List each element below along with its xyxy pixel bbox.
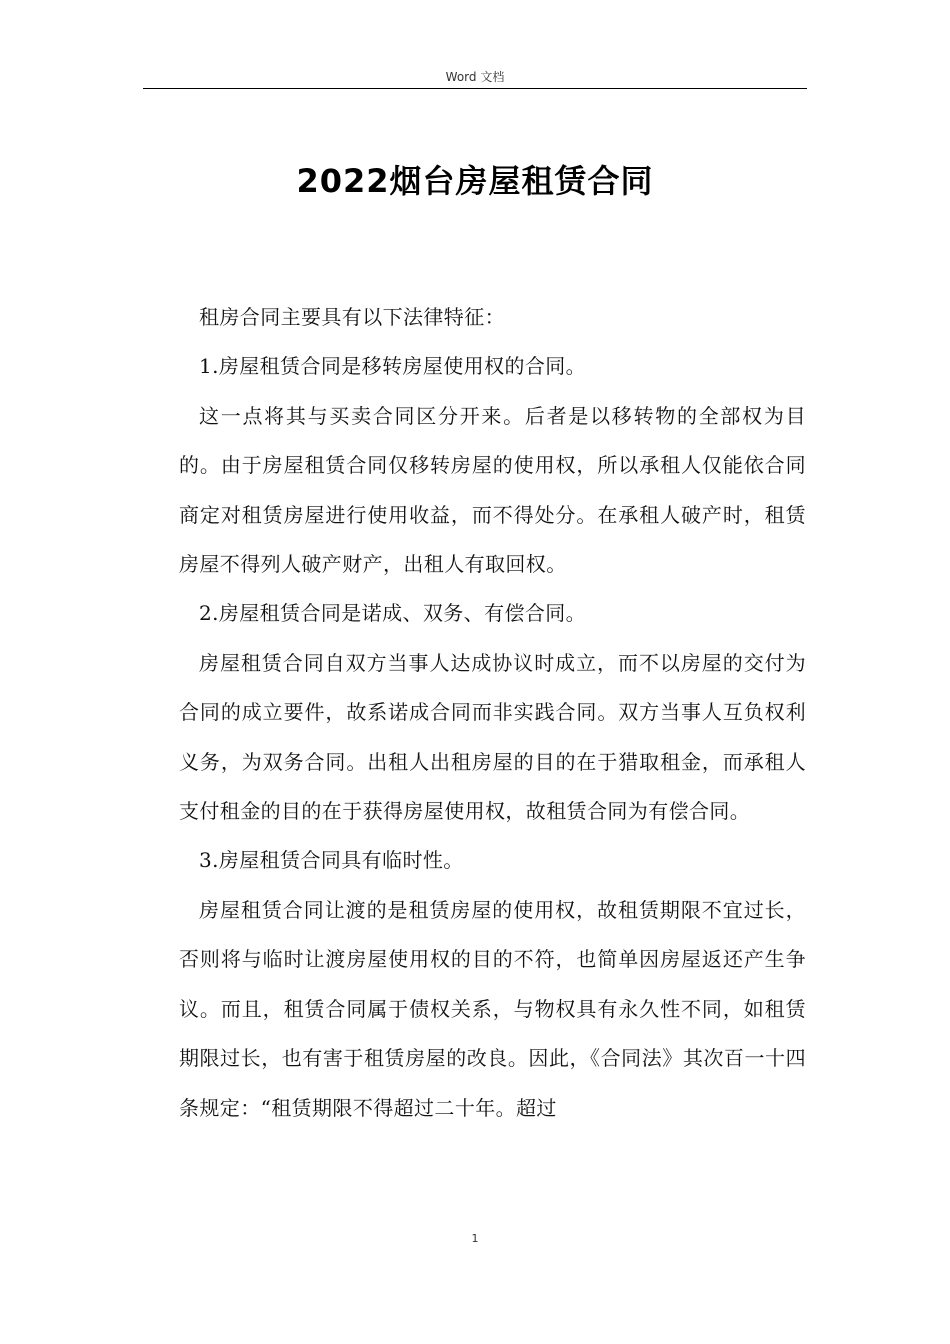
paragraph-point-2-detail: 房屋租赁合同自双方当事人达成协议时成立，而不以房屋的交付为合同的成立要件，故系诺成合同而非实践合同。双方当事人互负权利义务，为双务合同。出租人出租房屋的目的在于猎取租金，而承租人支付租金的目的在于获得房屋使用权，故租赁合同为有偿合同。 <box>179 650 806 824</box>
header-divider <box>143 88 807 89</box>
paragraph-intro: 租房合同主要具有以下法律特征： <box>199 305 505 329</box>
document-body <box>179 293 806 1133</box>
paragraph-point-3: 3.房屋租赁合同具有临时性。 <box>199 848 464 873</box>
page-number: 1 <box>471 1232 479 1245</box>
document-title: 2022烟台房屋租赁合同 <box>296 162 654 200</box>
paragraph-point-1-detail: 这一点将其与买卖合同区分开来。后者是以移转物的全部权为目的。由于房屋租赁合同仅移转房屋的使用权，所以承租人仅能依合同商定对租赁房屋进行使用收益，而不得处分。在承租人破产时，租赁房屋不得列人破产财产，出租人有取回权。 <box>179 403 806 577</box>
paragraph-point-2: 2.房屋租赁合同是诺成、双务、有偿合同。 <box>199 601 587 626</box>
paragraph-point-1: 1.房屋租赁合同是移转房屋使用权的合同。 <box>199 354 587 379</box>
page-header: Word 文档 <box>445 70 505 84</box>
paragraph-point-3-detail: 房屋租赁合同让渡的是租赁房屋的使用权，故租赁期限不宜过长，否则将与临时让渡房屋使用权的目的不符，也简单因房屋返还产生争议。而且，租赁合同属于债权关系，与物权具有永久性不同，如租赁期限过长，也有害于租赁房屋的改良。因此，《合同法》其次百一十四条规定：“租赁期限不得超过二十年。超过 <box>179 897 806 1120</box>
